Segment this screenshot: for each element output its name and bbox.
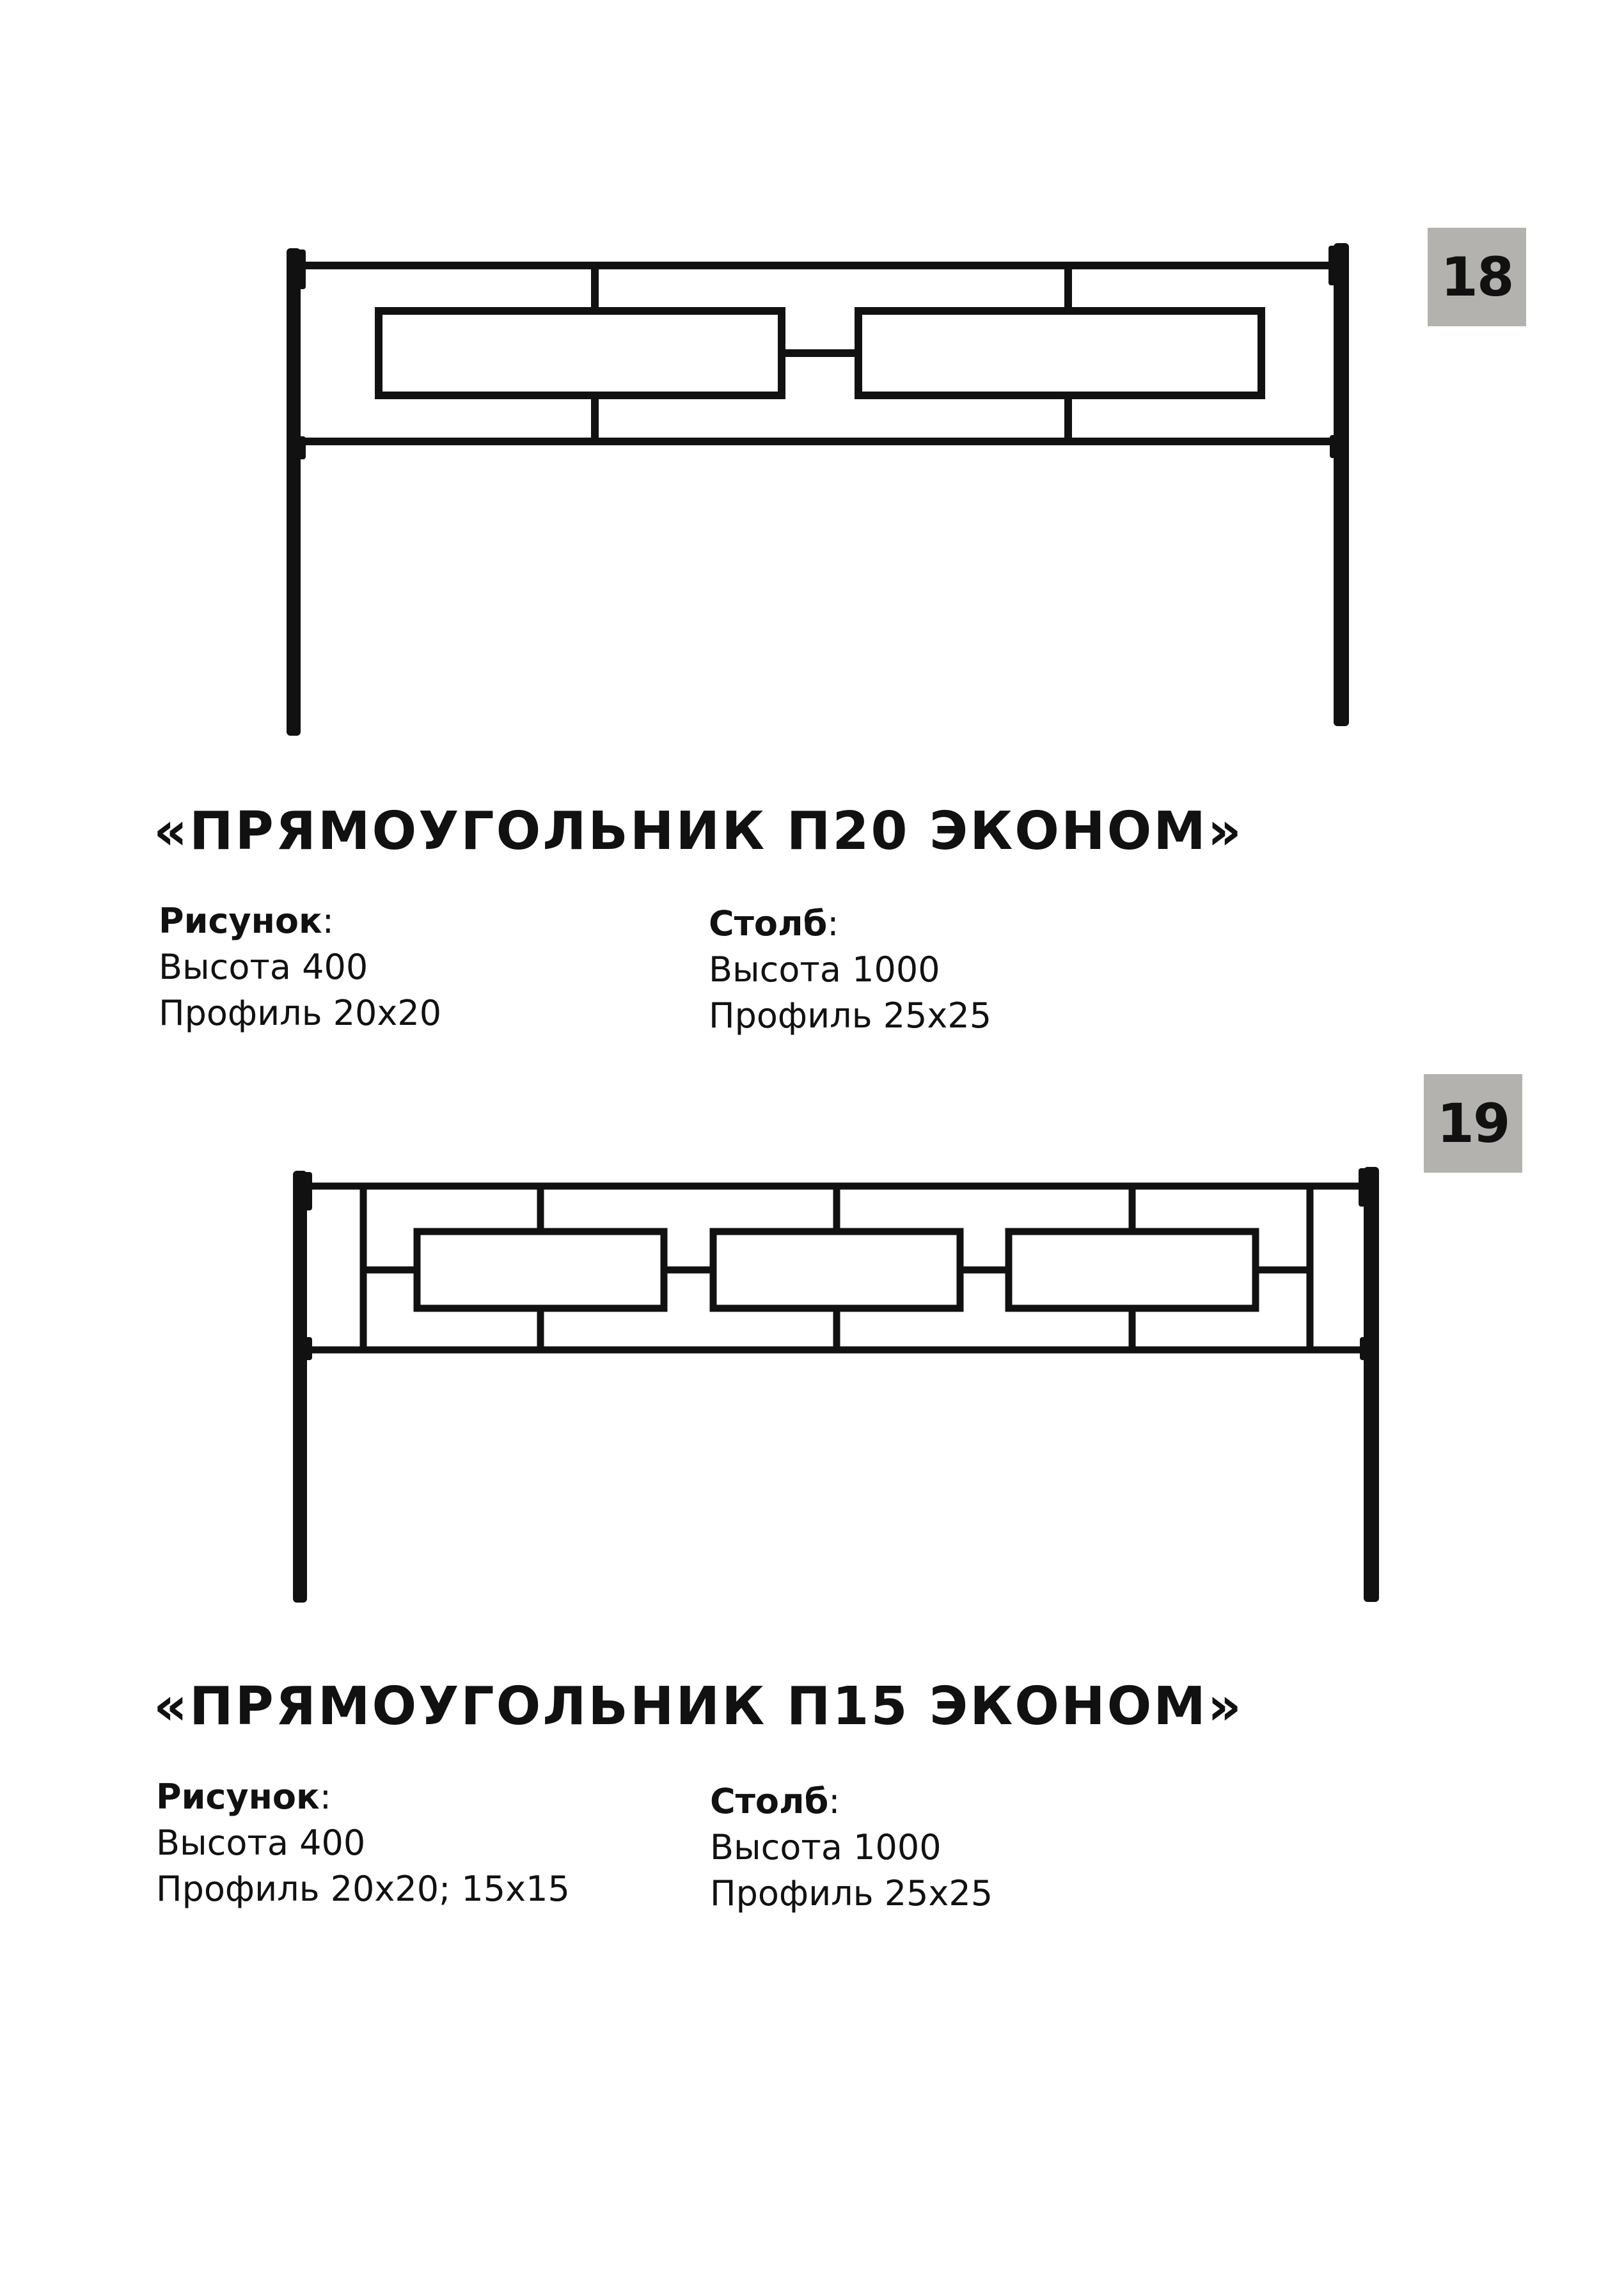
drawing-specs: Рисунок: Высота 400 Профиль 20х20; 15х15	[156, 1774, 570, 1912]
pattern-rectangle	[379, 311, 782, 395]
product-title: «ПРЯМОУГОЛЬНИК П20 ЭКОНОМ»	[154, 801, 1243, 862]
pattern-rectangle	[1009, 1232, 1256, 1308]
post-profile: Профиль 25х25	[709, 995, 992, 1036]
item-number: 18	[1440, 246, 1513, 308]
pattern-rectangle	[417, 1232, 664, 1308]
pattern-rectangle	[858, 311, 1261, 395]
fence-post-right	[1334, 243, 1349, 726]
fence-post-left	[293, 1171, 307, 1603]
post-height: Высота 1000	[710, 1827, 942, 1867]
product-title: «ПРЯМОУГОЛЬНИК П15 ЭКОНОМ»	[154, 1676, 1243, 1737]
drawing-specs: Рисунок: Высота 400 Профиль 20х20	[159, 898, 441, 1036]
fence-illustration-19	[281, 1152, 1394, 1612]
post-profile: Профиль 25х25	[710, 1873, 993, 1914]
pattern-rectangle	[713, 1232, 960, 1308]
item-number: 19	[1437, 1092, 1510, 1155]
drawing-profile: Профиль 20х20	[159, 993, 442, 1033]
fence-illustration-18	[269, 230, 1382, 736]
drawing-heading: Рисунок	[156, 1777, 320, 1817]
post-height: Высота 1000	[709, 949, 940, 990]
post-specs: Столб: Высота 1000 Профиль 25х25	[710, 1779, 993, 1917]
post-specs: Столб: Высота 1000 Профиль 25х25	[709, 901, 991, 1039]
drawing-height: Высота 400	[156, 1823, 366, 1863]
drawing-profile: Профиль 20х20; 15х15	[156, 1869, 570, 1909]
drawing-heading: Рисунок	[159, 901, 322, 941]
fence-post-right	[1364, 1167, 1379, 1602]
item-number-badge	[1428, 228, 1526, 326]
post-heading: Столб	[709, 903, 828, 944]
post-cap-left	[296, 1172, 312, 1210]
post-heading: Столб	[710, 1781, 829, 1821]
fence-post-left	[287, 248, 301, 736]
item-number-badge	[1424, 1074, 1522, 1173]
drawing-height: Высота 400	[159, 947, 368, 987]
